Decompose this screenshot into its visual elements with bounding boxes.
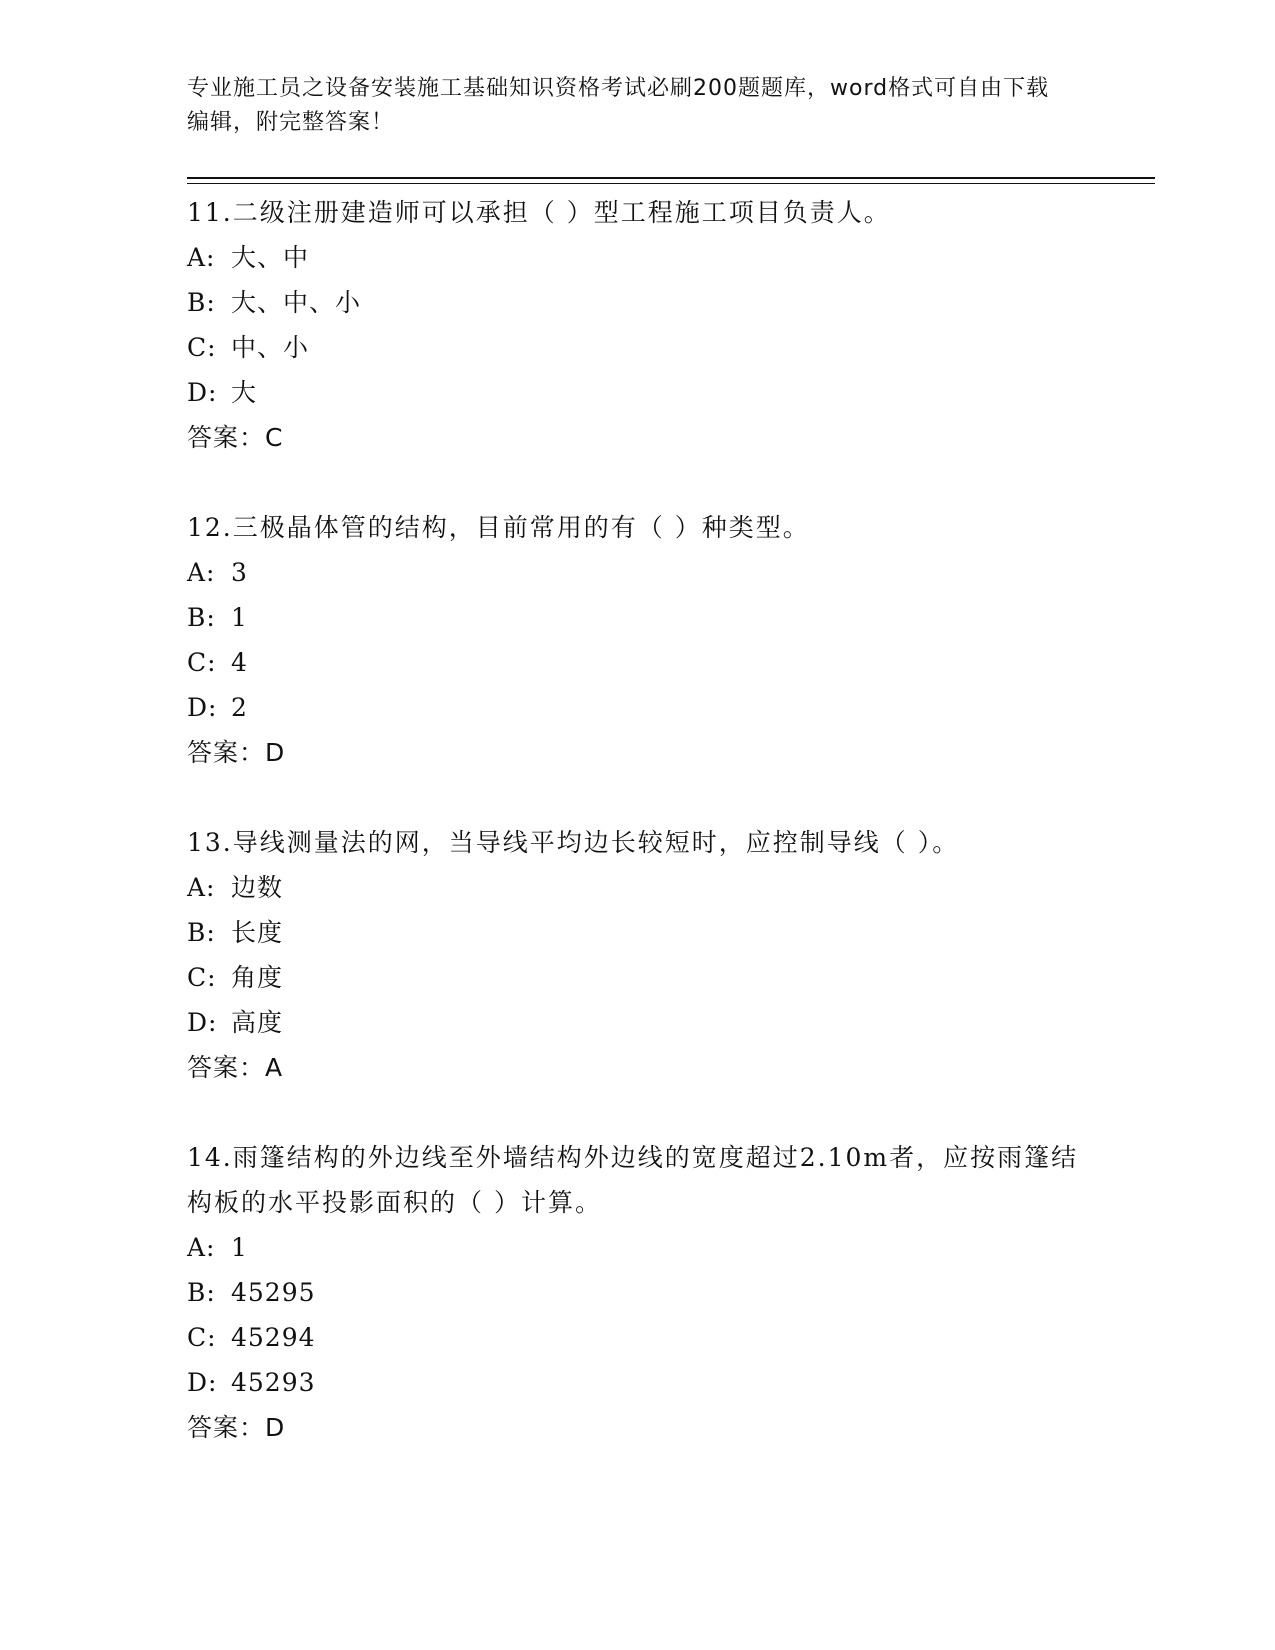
option-letter: A: — [187, 873, 216, 902]
option-letter: B: — [187, 1278, 216, 1307]
document-header: 专业施工员之设备安装施工基础知识资格考试必刷200题题库，word格式可自由下载编辑，附完整答案！ — [187, 76, 1050, 135]
option-letter: C: — [187, 648, 217, 677]
option-a — [187, 550, 1087, 595]
option-list — [187, 550, 1087, 730]
option-text: 高度 — [231, 1008, 284, 1037]
option-c — [187, 955, 1087, 1000]
question-list — [187, 190, 1087, 1495]
option-text: 中、小 — [231, 333, 310, 362]
option-text: 大 — [231, 378, 258, 407]
option-text: 1 — [231, 1233, 248, 1262]
question-11 — [187, 190, 1087, 460]
option-list — [187, 235, 1087, 415]
option-text: 1 — [231, 603, 248, 632]
option-b — [187, 280, 1087, 325]
option-d — [187, 1000, 1087, 1045]
option-a — [187, 235, 1087, 280]
option-letter: D: — [187, 693, 218, 722]
option-letter: A: — [187, 1233, 216, 1262]
option-b — [187, 1270, 1087, 1315]
option-d — [187, 685, 1087, 730]
option-list — [187, 865, 1087, 1045]
option-b — [187, 595, 1087, 640]
question-13 — [187, 820, 1087, 1090]
option-c — [187, 1315, 1087, 1360]
option-text: 边数 — [231, 873, 284, 902]
option-text: 2 — [231, 693, 248, 722]
option-letter: D: — [187, 1008, 218, 1037]
option-text: 45293 — [231, 1368, 316, 1397]
option-letter: C: — [187, 333, 217, 362]
option-a — [187, 1225, 1087, 1270]
option-text: 长度 — [231, 918, 284, 947]
option-c — [187, 325, 1087, 370]
option-letter: C: — [187, 963, 217, 992]
option-d — [187, 1360, 1087, 1405]
option-text: 3 — [231, 558, 248, 587]
option-b — [187, 910, 1087, 955]
option-text: 4 — [231, 648, 248, 677]
answer-line: 答案：C — [187, 423, 284, 452]
option-c — [187, 640, 1087, 685]
option-list — [187, 1225, 1087, 1405]
answer-line: 答案：D — [187, 738, 286, 767]
answer-line: 答案：D — [187, 1413, 286, 1442]
option-letter: A: — [187, 243, 216, 272]
answer-line: 答案：A — [187, 1053, 284, 1082]
option-letter: D: — [187, 378, 218, 407]
question-14 — [187, 1135, 1087, 1450]
question-stem: 12.三极晶体管的结构，目前常用的有（ ）种类型。 — [187, 513, 810, 542]
option-text: 45294 — [231, 1323, 316, 1352]
option-text: 大、中、小 — [231, 288, 362, 317]
option-letter: D: — [187, 1368, 218, 1397]
option-letter: A: — [187, 558, 216, 587]
option-letter: B: — [187, 603, 216, 632]
question-stem: 14.雨篷结构的外边线至外墙结构外边线的宽度超过2.10m者，应按雨篷结构板的水平投影面积的（ ）计算。 — [187, 1143, 1079, 1217]
option-letter: C: — [187, 1323, 217, 1352]
option-a — [187, 865, 1087, 910]
question-stem: 13.导线测量法的网，当导线平均边长较短时，应控制导线（ ）。 — [187, 828, 960, 857]
question-12 — [187, 505, 1087, 775]
option-letter: B: — [187, 288, 216, 317]
header-divider-thin — [187, 183, 1155, 184]
header-divider-thick — [187, 177, 1155, 179]
option-text: 45295 — [231, 1278, 316, 1307]
option-d — [187, 370, 1087, 415]
option-text: 大、中 — [231, 243, 310, 272]
question-stem: 11.二级注册建造师可以承担（ ）型工程施工项目负责人。 — [187, 198, 891, 227]
option-text: 角度 — [231, 963, 284, 992]
option-letter: B: — [187, 918, 216, 947]
